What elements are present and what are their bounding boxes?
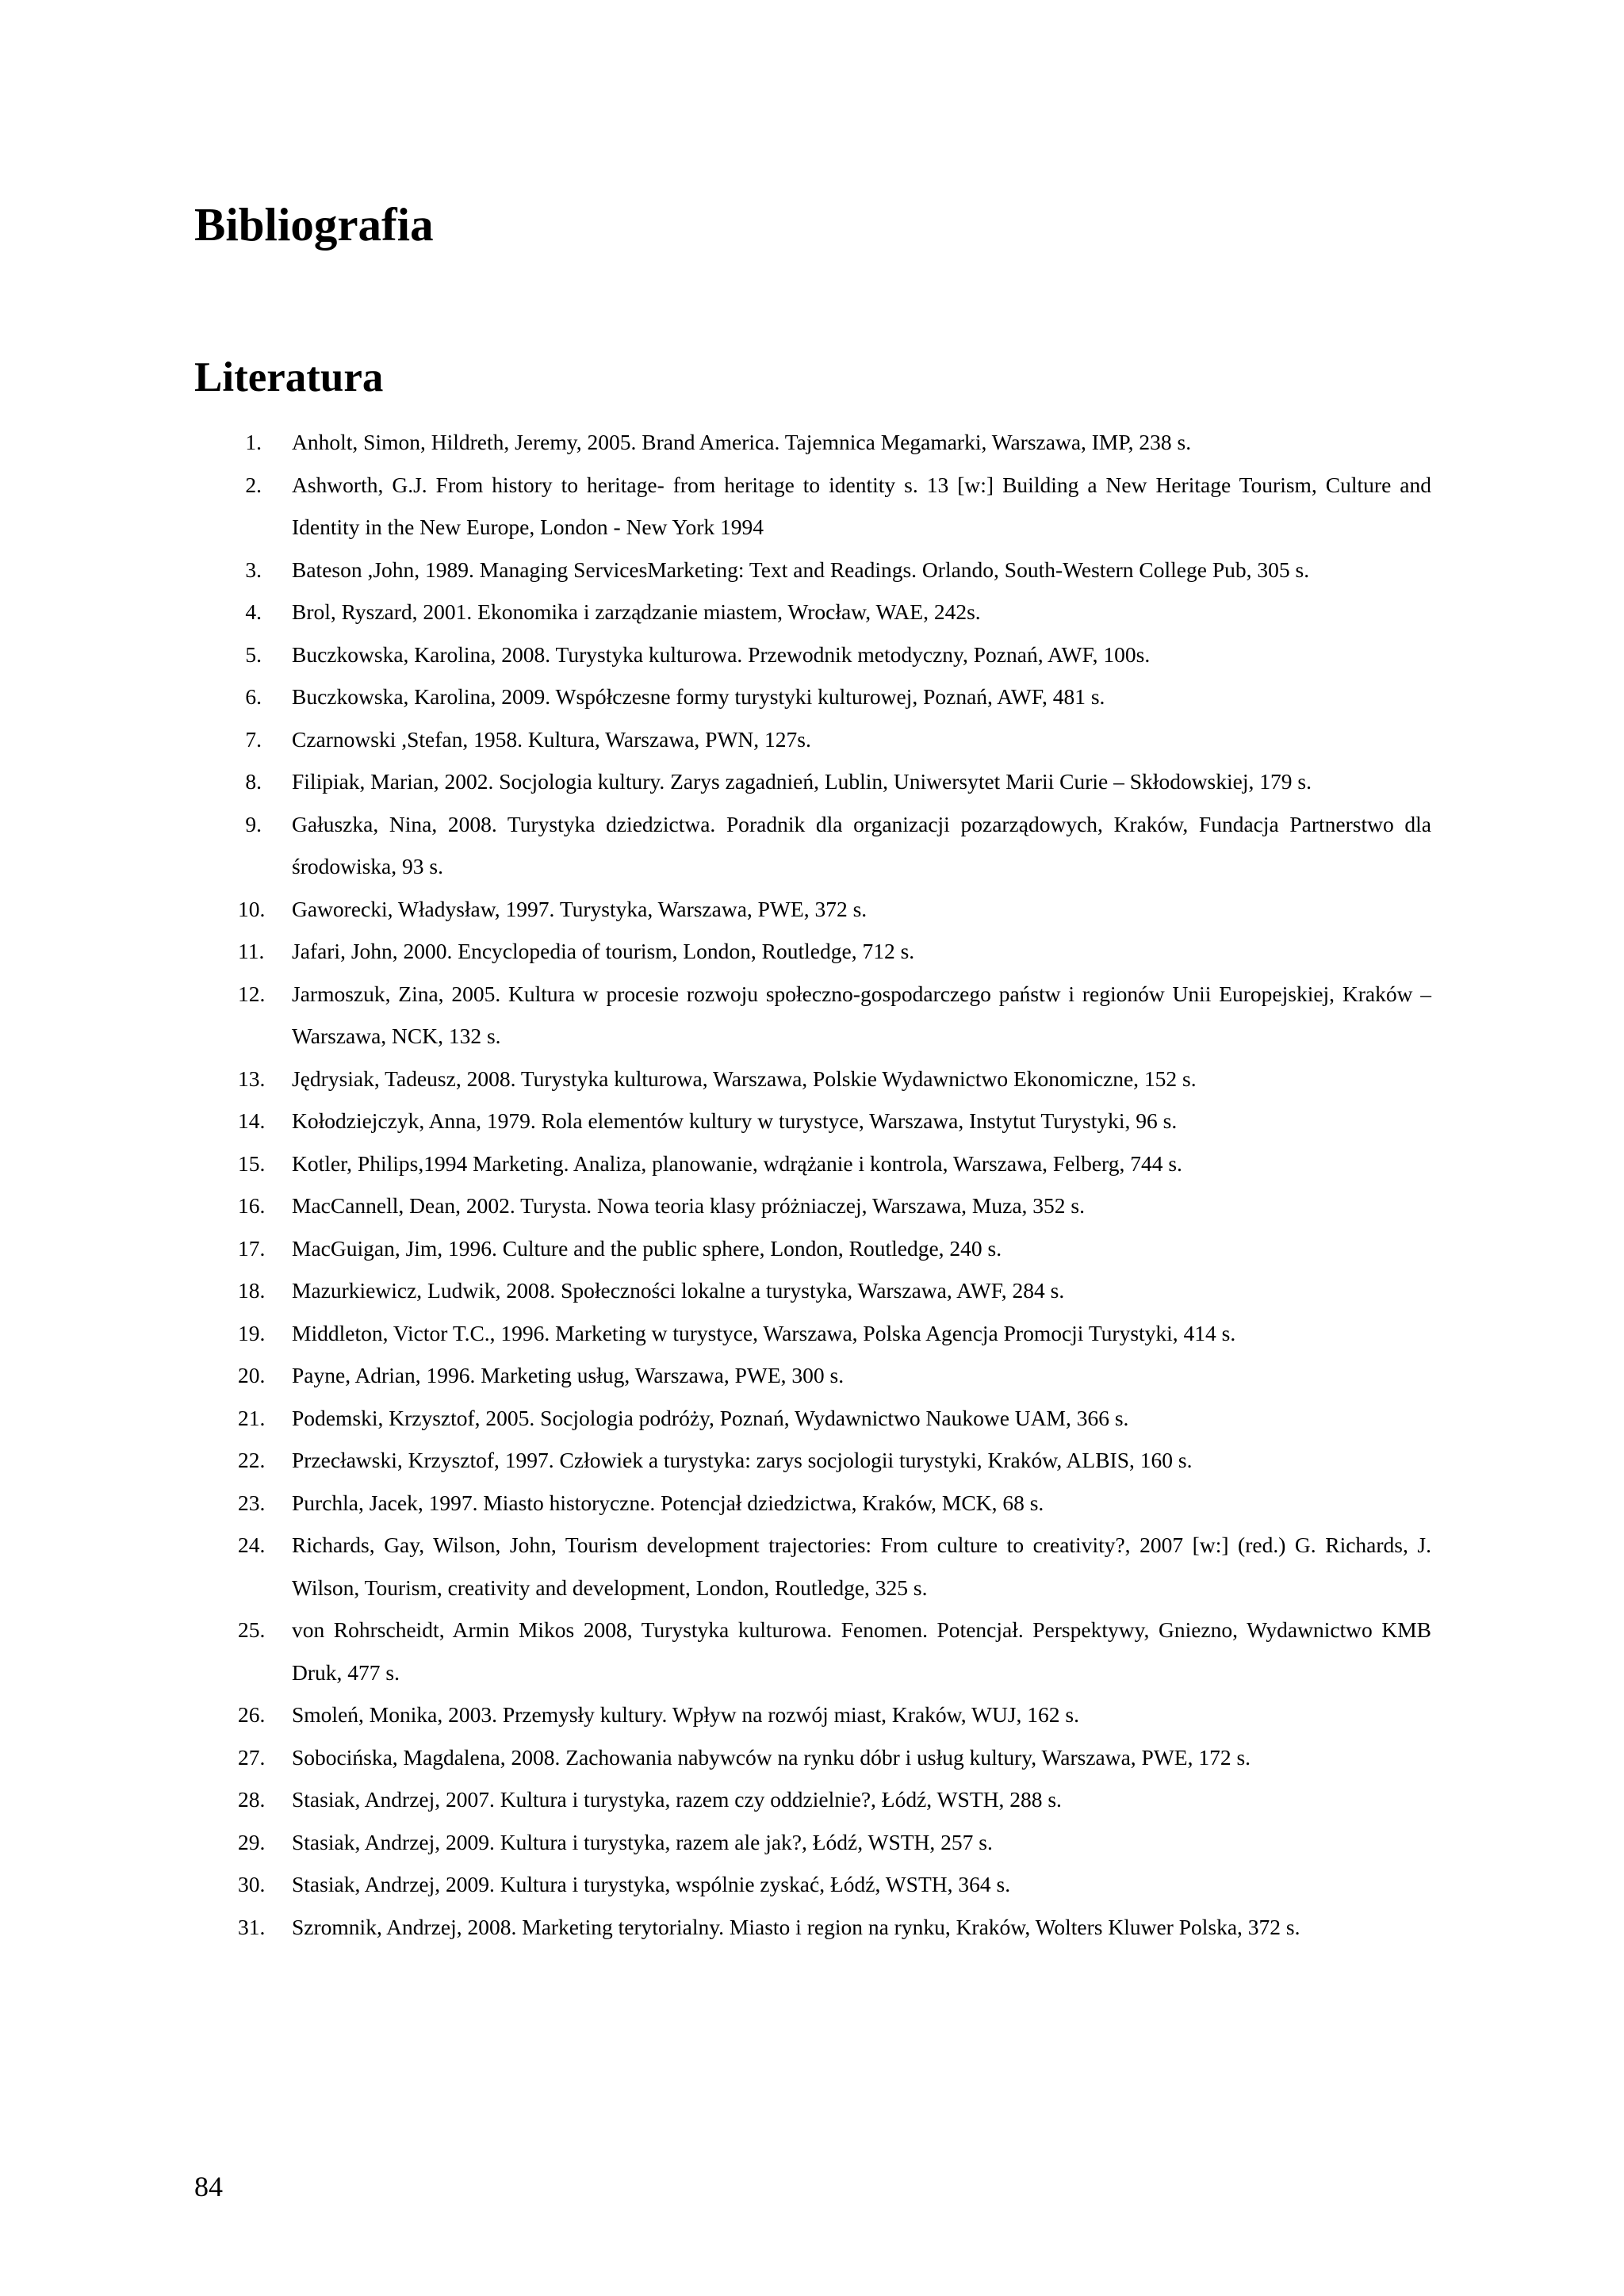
entry-number: 22. — [238, 1448, 266, 1472]
entry-text: Buczkowska, Karolina, 2008. Turystyka kulturowa. Przewodnik metodyczny, Poznań, AWF, 100s. — [292, 641, 1151, 667]
entry-text: Podemski, Krzysztof, 2005. Socjologia podróży, Poznań, Wydawnictwo Naukowe UAM, 366 s. — [292, 1405, 1129, 1430]
entry-number: 19. — [238, 1320, 266, 1345]
entry-number: 6. — [245, 684, 262, 709]
entry-number: 30. — [238, 1872, 266, 1896]
entry-number: 23. — [238, 1490, 266, 1515]
entry-number: 11. — [238, 939, 265, 963]
bibliography-entry — [238, 549, 1431, 591]
entry-text: Kotler, Philips,1994 Marketing. Analiza, planowanie, wdrążanie i kontrola, Warszawa, Felberg, 744 s. — [292, 1150, 1182, 1176]
bibliography-entry — [238, 591, 1431, 633]
entry-number: 24. — [238, 1533, 266, 1557]
entry-text: Brol, Ryszard, 2001. Ekonomika i zarządzanie miastem, Wrocław, WAE, 242s. — [292, 599, 981, 624]
bibliography-entry — [238, 1863, 1431, 1906]
entry-text: Jędrysiak, Tadeusz, 2008. Turystyka kulturowa, Warszawa, Polskie Wydawnictwo Ekonomiczne, 152 s. — [292, 1066, 1197, 1091]
entry-number: 4. — [245, 599, 262, 624]
entry-number: 3. — [245, 557, 262, 582]
entry-text: Anholt, Simon, Hildreth, Jeremy, 2005. Brand America. Tajemnica Megamarki, Warszawa, IMP, 238 s. — [292, 430, 1192, 454]
entry-number: 28. — [238, 1787, 266, 1812]
entry-text: Payne, Adrian, 1996. Marketing usług, Warszawa, PWE, 300 s. — [292, 1363, 845, 1387]
bibliography-entry — [238, 1736, 1431, 1779]
entry-number: 29. — [238, 1829, 266, 1854]
entry-number: 25. — [238, 1617, 266, 1642]
entry-text: von Rohrscheidt, Armin Mikos 2008, Turystyka kulturowa. Fenomen. Potencjał. Perspektywy, Gniezno, Wydawnictwo KMB Druk, 477 s. — [292, 1617, 1431, 1685]
bibliography-entry — [238, 633, 1431, 676]
entry-text: Purchla, Jacek, 1997. Miasto historyczne. Potencjał dziedzictwa, Kraków, MCK, 68 s. — [292, 1490, 1044, 1515]
entry-text: Jafari, John, 2000. Encyclopedia of tourism, London, Routledge, 712 s. — [292, 939, 915, 963]
entry-number: 18. — [238, 1278, 266, 1303]
bibliography-entry — [238, 1524, 1431, 1609]
entry-number: 7. — [245, 726, 262, 752]
entry-text: Kołodziejczyk, Anna, 1979. Rola elementów kultury w turystyce, Warszawa, Instytut Turystyki, 96 s. — [292, 1108, 1178, 1133]
entry-number: 17. — [238, 1235, 266, 1261]
bibliography-entry — [238, 1609, 1431, 1693]
bibliography-entry — [238, 1312, 1431, 1355]
entry-number: 5. — [245, 641, 262, 667]
bibliography-entry — [238, 973, 1431, 1058]
entry-text: Ashworth, G.J. From history to heritage- from heritage to identity s. 13 [w:] Building a New Heritage Tourism, Culture and Identity in the New Europe, London - New York 1994 — [292, 472, 1431, 539]
entry-text: Buczkowska, Karolina, 2009. Współczesne formy turystyki kulturowej, Poznań, AWF, 481 s. — [292, 684, 1105, 709]
bibliography-entry — [238, 760, 1431, 803]
bibliography-entry — [238, 1354, 1431, 1397]
entry-text: Sobocińska, Magdalena, 2008. Zachowania nabywców na rynku dóbr i usług kultury, Warszawa, PWE, 172 s. — [292, 1744, 1251, 1770]
bibliography-entry — [238, 1397, 1431, 1440]
entry-number: 31. — [238, 1914, 266, 1939]
entry-text: Jarmoszuk, Zina, 2005. Kultura w procesie rozwoju społeczno-gospodarczego państw i regionów Unii Europejskiej, Kraków – Warszawa, NCK, 132 s. — [292, 981, 1431, 1048]
entry-number: 8. — [245, 769, 262, 794]
bibliography-entry — [238, 1184, 1431, 1227]
bibliography-entry — [238, 718, 1431, 761]
entry-text: Gaworecki, Władysław, 1997. Turystyka, Warszawa, PWE, 372 s. — [292, 896, 868, 921]
entry-number: 1. — [245, 430, 262, 454]
bibliography-entry — [238, 421, 1431, 464]
entry-number: 26. — [238, 1702, 266, 1727]
entry-text: MacCannell, Dean, 2002. Turysta. Nowa teoria klasy próżniaczej, Warszawa, Muza, 352 s. — [292, 1193, 1085, 1218]
entry-text: Bateson ,John, 1989. Managing ServicesMarketing: Text and Readings. Orlando, South-Western College Pub, 305 s. — [292, 557, 1310, 582]
entry-number: 27. — [238, 1744, 266, 1770]
bibliography-entry — [238, 1778, 1431, 1821]
entry-number: 2. — [245, 472, 262, 497]
bibliography-entry — [238, 1906, 1431, 1949]
entry-text: MacGuigan, Jim, 1996. Culture and the public sphere, London, Routledge, 240 s. — [292, 1235, 1002, 1261]
entry-number: 9. — [245, 811, 262, 836]
bibliography-entry — [238, 1058, 1431, 1100]
bibliography-entry — [238, 1821, 1431, 1864]
entry-number: 20. — [238, 1363, 266, 1387]
bibliography-entry — [238, 1142, 1431, 1185]
entry-number: 16. — [238, 1193, 266, 1218]
entry-text: Stasiak, Andrzej, 2007. Kultura i turystyka, razem czy oddzielnie?, Łódź, WSTH, 288 s. — [292, 1787, 1062, 1812]
section-title: Literatura — [194, 354, 384, 400]
entry-text: Szromnik, Andrzej, 2008. Marketing terytorialny. Miasto i region na rynku, Kraków, Wolters Kluwer Polska, 372 s. — [292, 1914, 1300, 1939]
entry-text: Przecławski, Krzysztof, 1997. Człowiek a turystyka: zarys socjologii turystyki, Kraków, ALBIS, 160 s. — [292, 1448, 1193, 1472]
bibliography-entry — [238, 1482, 1431, 1525]
entry-number: 21. — [238, 1405, 266, 1430]
bibliography-entry — [238, 675, 1431, 718]
bibliography-entry — [238, 1269, 1431, 1312]
entry-text: Filipiak, Marian, 2002. Socjologia kultury. Zarys zagadnień, Lublin, Uniwersytet Marii Curie – Skłodowskiej, 179 s. — [292, 769, 1312, 794]
bibliography-entry — [238, 1439, 1431, 1482]
bibliography-entry — [238, 1100, 1431, 1142]
entry-number: 15. — [238, 1150, 266, 1176]
entry-number: 14. — [238, 1108, 266, 1133]
entry-number: 10. — [238, 896, 266, 921]
bibliography-entry — [238, 930, 1431, 973]
bibliography-list — [238, 421, 1431, 1948]
bibliography-entry — [238, 803, 1431, 888]
entry-text: Mazurkiewicz, Ludwik, 2008. Społeczności lokalne a turystyka, Warszawa, AWF, 284 s. — [292, 1278, 1065, 1303]
entry-text: Stasiak, Andrzej, 2009. Kultura i turystyka, razem ale jak?, Łódź, WSTH, 257 s. — [292, 1829, 993, 1854]
entry-text: Czarnowski ,Stefan, 1958. Kultura, Warszawa, PWN, 127s. — [292, 726, 811, 752]
bibliography-entry — [238, 1693, 1431, 1736]
entry-text: Gałuszka, Nina, 2008. Turystyka dziedzictwa. Poradnik dla organizacji pozarządowych, Kraków, Fundacja Partnerstwo dla środowiska, 93 s. — [292, 811, 1431, 878]
entry-text: Smoleń, Monika, 2003. Przemysły kultury. Wpływ na rozwój miast, Kraków, WUJ, 162 s. — [292, 1702, 1079, 1727]
bibliography-entry — [238, 888, 1431, 931]
page-number: 84 — [194, 2171, 223, 2202]
page-title: Bibliografia — [194, 198, 434, 251]
bibliography-entry — [238, 464, 1431, 549]
entry-text: Richards, Gay, Wilson, John, Tourism development trajectories: From culture to creativity?, 2007 [w:] (red.) G. Richards, J. Wilson, Tourism, creativity and development, London, Routledge, 325 s. — [292, 1533, 1431, 1600]
entry-text: Middleton, Victor T.C., 1996. Marketing w turystyce, Warszawa, Polska Agencja Promocji Turystyki, 414 s. — [292, 1320, 1236, 1345]
entry-number: 13. — [238, 1066, 266, 1091]
entry-number: 12. — [238, 981, 266, 1006]
entry-text: Stasiak, Andrzej, 2009. Kultura i turystyka, wspólnie zyskać, Łódź, WSTH, 364 s. — [292, 1872, 1011, 1896]
bibliography-entry — [238, 1227, 1431, 1270]
